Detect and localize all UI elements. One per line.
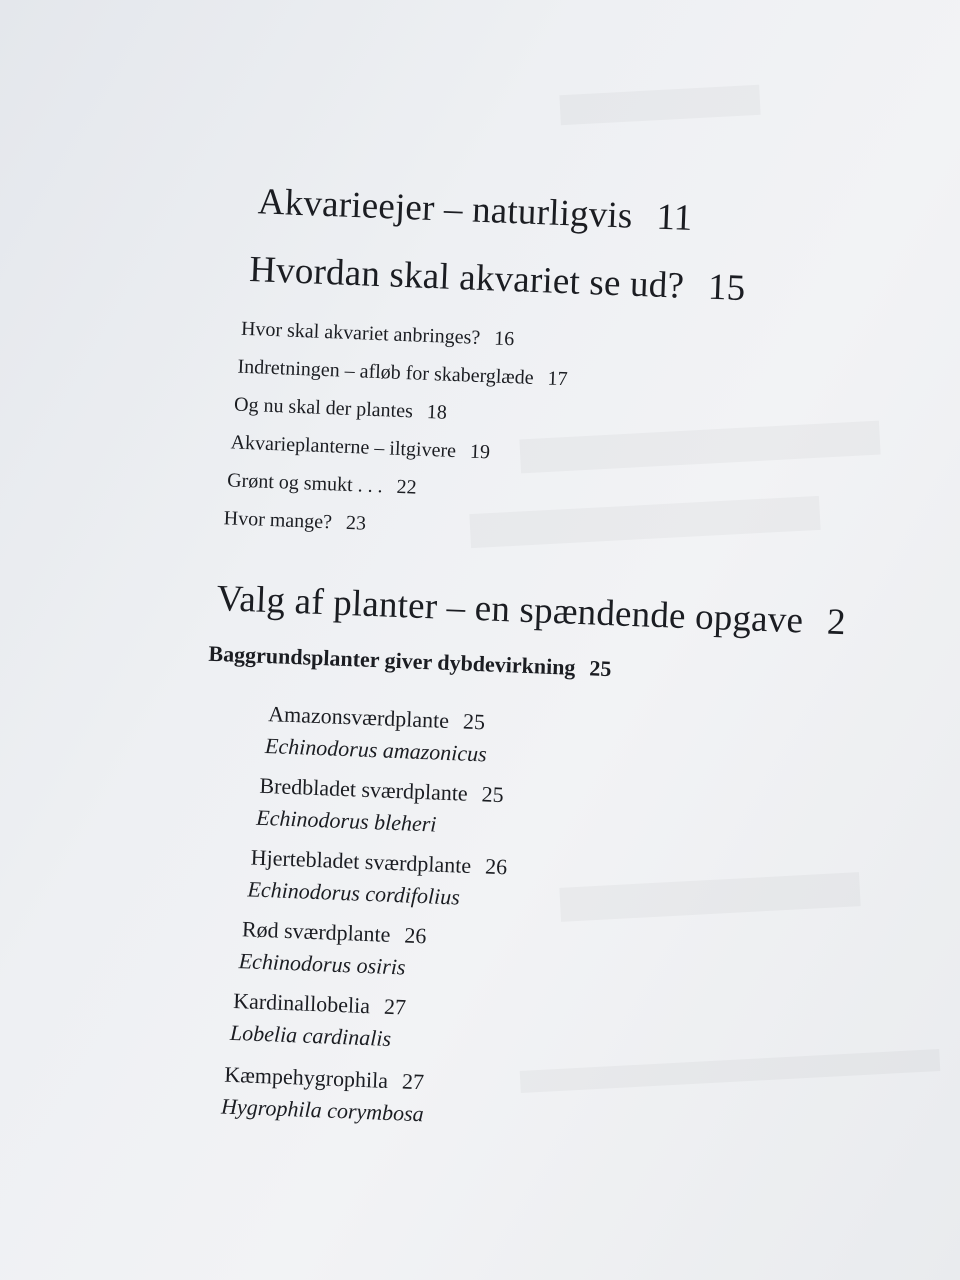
toc-section [208,641,612,682]
heading-title: Valg af planter – en spændende opgave [215,578,804,642]
page-number: 19 [469,440,491,464]
page-number: 25 [588,655,612,682]
page-number: 25 [462,708,486,735]
plant-latin-name: Lobelia cardinalis [229,1019,392,1052]
toc-heading [249,248,747,310]
plant-entry [268,701,486,735]
plant-entry [259,773,504,808]
page-number: 16 [493,327,515,351]
page-number: 15 [707,266,747,310]
entry-title: Grønt og smukt . . . [226,469,384,498]
entry-title: Akvarieplanterne – iltgivere [230,431,457,463]
plant-name: Bredbladet sværdplante [259,772,469,806]
page-number: 23 [345,511,367,535]
plant-name: Hjertebladet sværdplante [250,844,472,878]
plant-latin-name: Echinodorus cordifolius [247,876,461,910]
page-number: 26 [484,853,508,880]
toc-subentry [234,394,448,425]
toc-subentry [223,507,366,535]
plant-entry [233,988,407,1021]
page-number: 18 [426,400,448,424]
entry-title: Hvor mange? [223,507,333,534]
plant-latin-name: Echinodorus bleheri [255,804,437,837]
page-number: 22 [396,475,418,499]
toc-subentry [227,469,417,499]
page-number: 27 [401,1068,425,1095]
toc-subentry [230,431,490,464]
plant-name: Rød sværdplante [241,916,391,947]
entry-title: Indretningen – afløb for skaberglæde [237,355,535,390]
toc-subentry [241,318,515,351]
section-title: Baggrundsplanter giver dybdevirkning [208,640,576,680]
plant-latin-name: Hygrophila corymbosa [220,1093,425,1127]
toc-heading [257,180,693,240]
page-number: 26 [403,922,427,949]
plant-name: Kæmpehygrophila [223,1061,389,1093]
page-number: 2 [826,601,847,644]
plant-entry [224,1062,425,1096]
plant-entry [250,845,507,881]
page-number: 17 [547,367,568,391]
entry-title: Og nu skal der plantes [233,393,414,423]
page-number: 11 [655,196,694,239]
toc-heading [216,577,847,644]
plant-name: Kardinallobelia [232,987,371,1019]
entry-title: Hvor skal akvariet anbringes? [240,317,481,349]
plant-latin-name: Echinodorus osiris [238,948,407,980]
page-number: 25 [481,781,505,808]
plant-latin-name: Echinodorus amazonicus [264,732,488,767]
heading-title: Akvarieejer – naturligvis [257,181,634,237]
plant-name: Amazonsværdplante [267,701,450,734]
page-number: 27 [383,993,407,1020]
heading-title: Hvordan skal akvariet se ud? [248,249,685,307]
plant-entry [242,916,427,949]
toc-subentry [237,356,568,392]
